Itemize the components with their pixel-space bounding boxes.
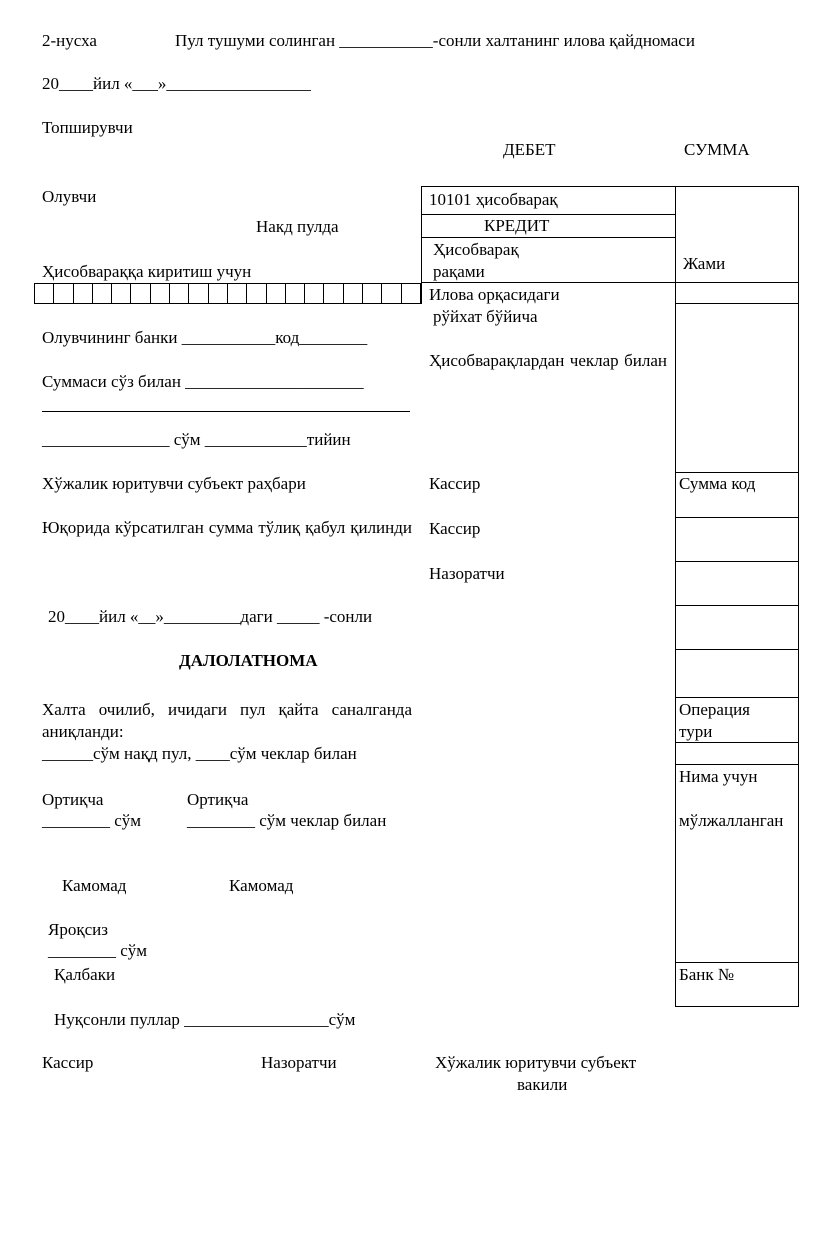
copy-label: 2-нусха [42, 31, 97, 50]
footer-rep-2: вакили [517, 1075, 568, 1094]
act-date-line: 20____йил «__»_________даги _____ -сонли [48, 607, 373, 626]
shortage-label-2: Камомад [229, 876, 294, 895]
accepted-text: Юқорида кўрсатилган сумма тўлиқ қабул қилинди [42, 518, 412, 537]
fake-label: Қалбаки [54, 965, 116, 984]
cashier-label-2: Кассир [429, 519, 481, 538]
defective-line: Нуқсонли пуллар _________________сўм [54, 1010, 356, 1029]
sum-tiyin-line: _______________ сўм ____________тийин [42, 430, 351, 449]
act-title: ДАЛОЛАТНОМА [179, 651, 318, 670]
op-type-label-2: тури [679, 722, 713, 741]
cashier-label-1: Кассир [429, 474, 481, 493]
bank-no-label: Банк № [679, 965, 735, 984]
unfit-sum: ________ сўм [48, 941, 148, 960]
form-title: Пул тушуми солинган ___________-сонли халтанинг илова қайдномаси [175, 31, 695, 50]
bag-opened-text: Халта очилиб, ичидаги пул қайта саналганда аниқланди: [42, 700, 412, 741]
recipient-label: Олувчи [42, 187, 97, 206]
bank-code-line: Олувчининг банки ___________код________ [42, 328, 368, 347]
footer-controller: Назоратчи [261, 1053, 337, 1072]
found-line: ______сўм нақд пул, ____сўм чеклар билан [42, 744, 357, 763]
shortage-label-1: Камомад [62, 876, 127, 895]
sum-code-label: Сумма код [679, 474, 756, 493]
footer-cashier: Кассир [42, 1053, 94, 1072]
head-label: Хўжалик юритувчи субъект раҳбари [42, 474, 306, 493]
date-line: 20____йил «___»_________________ [42, 74, 311, 93]
account-10101: 10101 ҳисобварақ [429, 190, 558, 209]
account-number-label-1: Ҳисобварақ [433, 240, 519, 259]
footer-rep-1: Хўжалик юритувчи субъект [435, 1053, 637, 1072]
surplus-sum-1: ________ сўм [42, 811, 142, 830]
surplus-sum-2: ________ сўм чеклар билан [187, 811, 387, 830]
sum-header: СУММА [684, 140, 750, 159]
controller-label: Назоратчи [429, 564, 505, 583]
depositor-label: Топширувчи [42, 118, 133, 137]
account-number-cells[interactable] [34, 283, 421, 304]
total-label: Жами [683, 254, 726, 273]
op-type-label-1: Операция [679, 700, 750, 719]
surplus-label-2: Ортиқча [187, 790, 249, 809]
debit-label: ДЕБЕТ [503, 140, 556, 159]
to-account-label: Ҳисобвараққа киритиш учун [42, 262, 252, 281]
account-number-label-2: рақами [433, 262, 485, 281]
by-checks-label: Ҳисобварақлардан чеклар билан [429, 351, 667, 370]
purpose-label-2: мўлжалланган [679, 811, 784, 830]
cash-label: Накд пулда [256, 217, 339, 236]
by-list-label-2: рўйхат бўйича [433, 307, 538, 326]
unfit-label: Яроқсиз [48, 920, 108, 939]
credit-label: КРЕДИТ [484, 216, 550, 235]
amount-words-line: Суммаси сўз билан _____________________ [42, 372, 364, 391]
by-list-label-1: Илова орқасидаги [429, 285, 560, 304]
purpose-label-1: Нима учун [679, 767, 758, 786]
surplus-label-1: Ортиқча [42, 790, 104, 809]
amount-words-underline [42, 411, 410, 412]
